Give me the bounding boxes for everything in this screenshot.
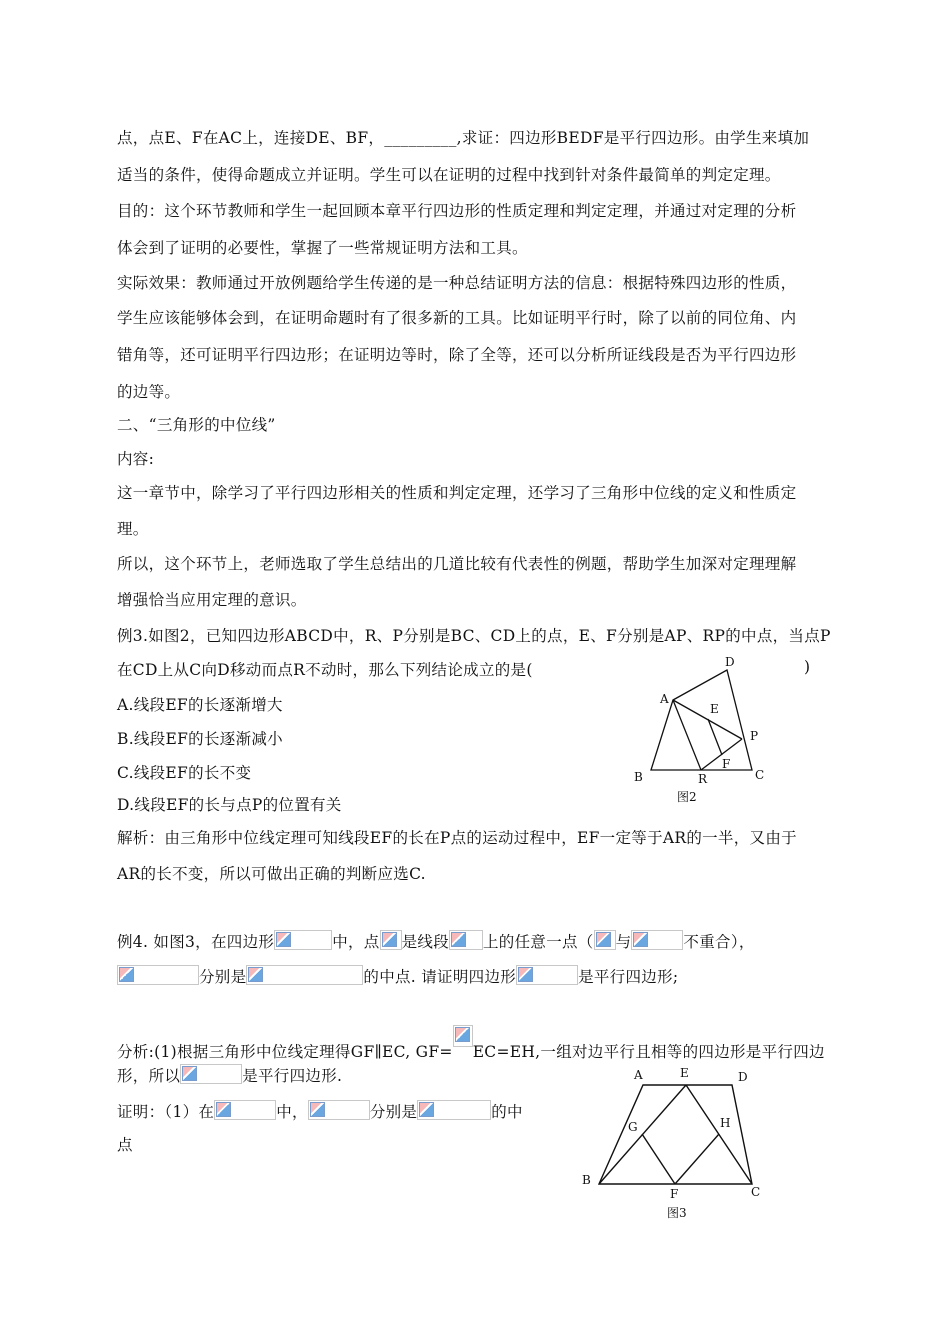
broken-image-icon (417, 1100, 491, 1120)
text-run: 形，所以 (117, 1067, 181, 1085)
text-run: 分析:(1)根据三角形中位线定理得GF∥EC, GF= (117, 1043, 453, 1061)
figure-3-caption: 图3 (667, 1206, 687, 1220)
figure-2 (626, 652, 776, 807)
example-4-analysis-line-2 (117, 1064, 342, 1086)
label-b: B (634, 770, 643, 784)
label-h: H (720, 1116, 731, 1130)
analysis-line: 解析：由三角形中位线定理可知线段EF的长在P点的运动过程中，EF一定等于AR的一半，又由于 (117, 829, 797, 847)
example-3-line: 例3.如图2，已知四边形ABCD中，R、P分别是BC、CD上的点，E、F分别是AP、RP的中点，当点P (117, 627, 831, 645)
broken-image-icon (246, 965, 363, 985)
broken-image-icon (180, 1064, 242, 1084)
paragraph-line: 实际效果：教师通过开放例题给学生传递的是一种总结证明方法的信息：根据特殊四边形的性质， (117, 274, 797, 292)
text-run: 不重合）， (683, 933, 755, 951)
label-r: R (698, 772, 708, 786)
text-run: 是平行四边形. (242, 1067, 343, 1085)
figure-2-caption: 图2 (677, 790, 697, 804)
answer-paren-close: ) (804, 658, 811, 676)
label-a: A (634, 1068, 643, 1082)
broken-image-icon (214, 1100, 276, 1120)
label-d: D (738, 1070, 748, 1084)
label-b: B (582, 1173, 591, 1187)
text-run: 中，点 (332, 933, 380, 951)
paragraph-line: 内容: (117, 450, 155, 468)
paragraph-line: 错角等，还可证明平行四边形；在证明边等时，除了全等，还可以分析所证线段是否为平行四边形 (117, 346, 797, 364)
text-run: 上的任意一点（ (483, 933, 594, 951)
trapezoid-abcd (599, 1085, 752, 1184)
text-run: 与 (615, 933, 632, 951)
text-run: 是线段 (401, 933, 449, 951)
option-a: A.线段EF的长逐渐增大 (117, 696, 283, 714)
label-c: C (755, 768, 765, 782)
segment-ar (673, 700, 701, 770)
label-e: E (680, 1066, 689, 1080)
text-run: 中， (276, 1103, 308, 1121)
label-g: G (628, 1120, 638, 1134)
option-c: C.线段EF的长不变 (117, 764, 252, 782)
text-run: EC=EH,一组对边平行且相等的四边形是平行四边 (472, 1043, 825, 1061)
label-f: F (722, 757, 731, 771)
broken-image-icon (117, 965, 199, 985)
label-e: E (710, 702, 719, 716)
paragraph-line: 理。 (117, 520, 149, 538)
example-4-line-1 (117, 930, 755, 952)
text-run: 分别是 (369, 1103, 418, 1121)
label-f: F (670, 1187, 679, 1201)
paragraph-line: 所以，这个环节上，老师选取了学生总结出的几道比较有代表性的例题，帮助学生加深对定理理解 (117, 555, 797, 573)
text-run: 的中点. 请证明四边形 (363, 968, 517, 986)
option-d: D.线段EF的长与点P的位置有关 (117, 796, 342, 814)
broken-image-icon (594, 930, 616, 950)
label-a: A (660, 692, 669, 706)
broken-image-icon (449, 930, 483, 950)
example-3-line: 在CD上从C向D移动而点R不动时，那么下列结论成立的是( (117, 661, 533, 679)
example-4-proof-line-2: 点 (117, 1136, 133, 1154)
paragraph-line: 目的：这个环节教师和学生一起回顾本章平行四边形的性质定理和判定定理，并通过对定理的分析 (117, 202, 797, 220)
text-run: 分别是 (199, 968, 247, 986)
analysis-line: AR的长不变，所以可做出正确的判断应选C. (117, 865, 426, 883)
broken-image-icon (274, 930, 332, 950)
quadrilateral-abcd (651, 670, 752, 770)
text-run: 例4. 如图3，在四边形 (117, 933, 275, 951)
label-c: C (751, 1185, 761, 1199)
paragraph-line: 的边等。 (117, 383, 181, 401)
example-4-line-2 (117, 965, 678, 987)
text-run: 是平行四边形; (578, 968, 679, 986)
broken-image-icon (380, 930, 402, 950)
paragraph-line: 增强恰当应用定理的意识。 (117, 591, 307, 609)
paragraph-line: 点，点E、F在AC上，连接DE、BF，_________,求证：四边形BEDF是平行四边形。由学生来填加 (117, 129, 810, 147)
paragraph-line: 适当的条件，使得命题成立并证明。学生可以在证明的过程中找到针对条件最简单的判定定理。 (117, 166, 781, 184)
figure-3 (575, 1063, 770, 1225)
section-heading: 二、“三角形的中位线” (117, 416, 276, 434)
option-b: B.线段EF的长逐渐减小 (117, 730, 283, 748)
broken-image-icon (631, 930, 683, 950)
example-4-analysis-line-1 (117, 1025, 825, 1062)
example-4-proof-line-1 (117, 1100, 523, 1122)
paragraph-line: 学生应该能够体会到，在证明命题时有了很多新的工具。比如证明平行时，除了以前的同位角、内 (117, 309, 797, 327)
segment-fh (675, 1134, 719, 1184)
text-run: 的中 (491, 1103, 523, 1121)
text-run: 证明：（1）在 (117, 1103, 215, 1121)
paragraph-line: 这一章节中，除学习了平行四边形相关的性质和判定定理，还学习了三角形中位线的定义和性质定 (117, 484, 797, 502)
segment-gf (642, 1134, 675, 1184)
broken-image-icon (453, 1025, 473, 1047)
paragraph-line: 体会到了证明的必要性，掌握了一些常规证明方法和工具。 (117, 239, 528, 257)
label-d: D (725, 655, 735, 669)
broken-image-icon (308, 1100, 370, 1120)
broken-image-icon (516, 965, 578, 985)
label-p: P (750, 729, 759, 743)
